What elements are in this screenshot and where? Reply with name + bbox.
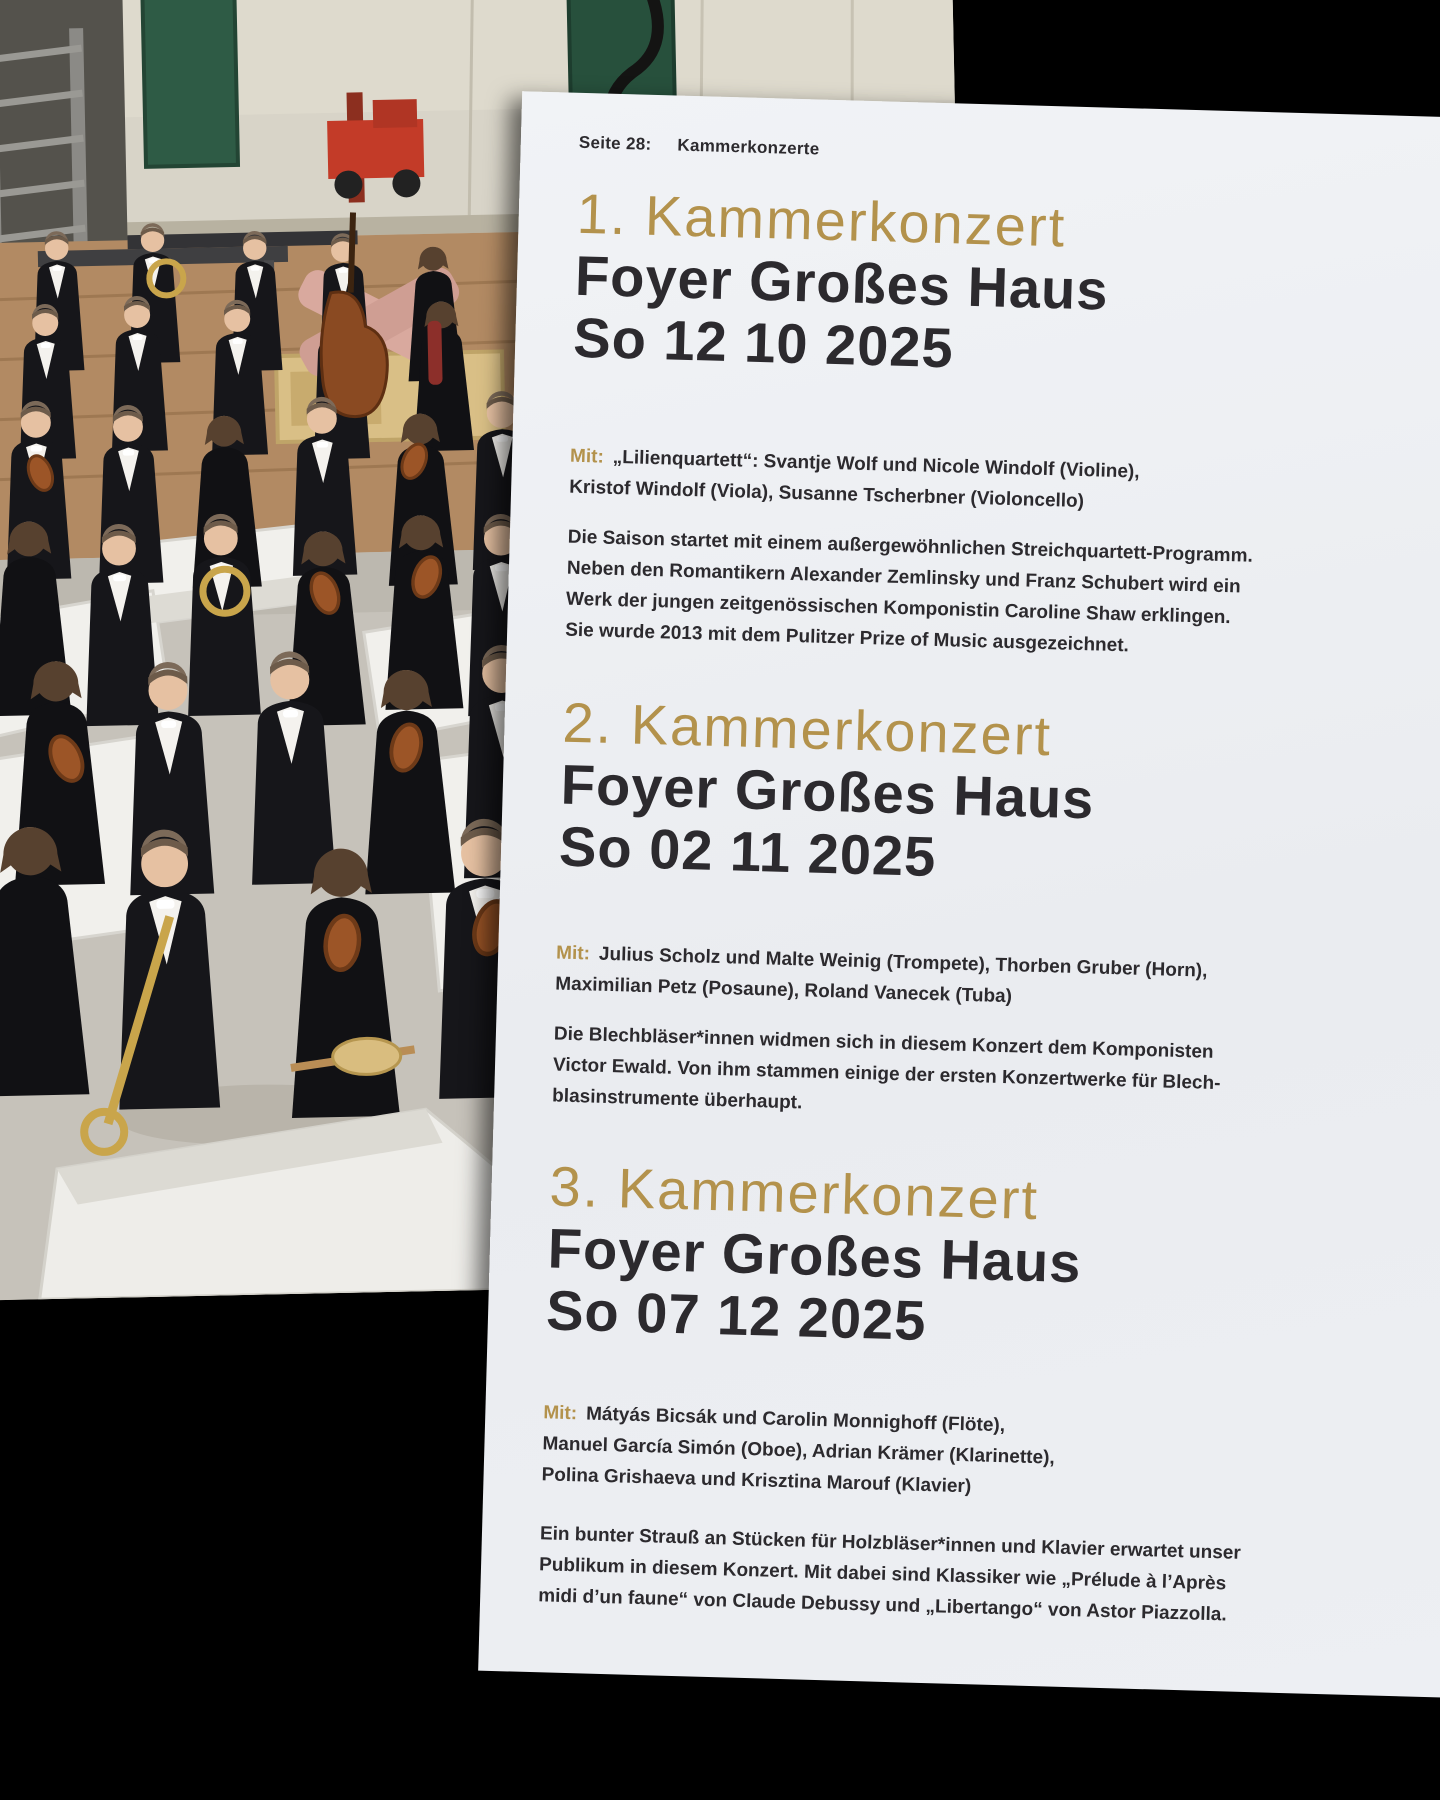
concert-section-1 xyxy=(565,183,1440,671)
concert-1-venue: Foyer Großes Haus xyxy=(574,243,1110,322)
concert-3-date: So 07 12 2025 xyxy=(545,1278,928,1352)
concert-1-date: So 12 10 2025 xyxy=(572,305,955,380)
concert-2-title: 2. Kammerkonzert xyxy=(561,690,1053,768)
concert-1-performers xyxy=(569,441,1440,528)
concert-1-description: Die Saison startet mit einem außergewöhnlichen Streichquartett-Programm. Neben den Romantikern Alexander Zemlinsky und Franz Schubert wird ein Werk der jungen zeitgenössischen Komponistin Caroline Shaw erklingen. Sie wurde 2013 mit dem Pulitzer Prize of Music ausgezeichnet. xyxy=(564,526,1254,657)
page-section-label: Kammerkonzerte xyxy=(677,135,820,159)
brochure-page xyxy=(478,91,1440,1699)
concert-3-venue: Foyer Großes Haus xyxy=(547,1216,1083,1295)
concert-2-performers xyxy=(555,937,1436,1024)
concert-2-description: Die Blechbläser*innen widmen sich in diesem Konzert dem Komponisten Victor Ewald. Von ihm stammen einige der ersten Konzertwerke für Blech- blasinstrumente überhaupt. xyxy=(551,1023,1221,1114)
concert-3-description: Ein bunter Strauß an Stücken für Holzbläser*innen und Klavier erwartet unser Publikum in diesem Konzert. Mit dabei sind Klassiker wie „Prélude à l’Après midi d’un faune“ von Claude Debussy und „Libertango“ von Astor Piazzolla. xyxy=(537,1523,1242,1626)
concert-1-title: 1. Kammerkonzert xyxy=(575,181,1068,259)
concert-section-2 xyxy=(552,692,1440,1137)
performers-text: Mátyás Bicsák und Carolin Monnighoff (Flöte), Manuel García Simón (Oboe), Adrian Krämer (Klarinette), Polina Grishaeva und Krisztina Marouf (Klavier) xyxy=(541,1403,1055,1498)
concert-3-title: 3. Kammerkonzert xyxy=(548,1154,1040,1232)
mit-label: Mit: xyxy=(569,445,605,468)
page-number-label: Seite 28: xyxy=(578,132,652,154)
concert-2-date: So 02 11 2025 xyxy=(558,814,938,889)
page-header xyxy=(579,133,1440,178)
concert-section-3 xyxy=(538,1155,1440,1636)
concert-2-venue: Foyer Großes Haus xyxy=(560,752,1096,831)
concert-3-performers xyxy=(541,1397,1423,1515)
performers-text: „Lilienquartett“: Svantje Wolf und Nicole Windolf (Violine), Kristof Windolf (Viola), Susanne Tscherbner (Violoncello) xyxy=(568,446,1140,513)
performers-text: Julius Scholz und Malte Weinig (Trompete), Thorben Gruber (Horn), Maximilian Petz (Posaune), Roland Vanecek (Tuba) xyxy=(555,943,1208,1008)
mit-label: Mit: xyxy=(555,942,591,965)
mit-label: Mit: xyxy=(543,1402,578,1425)
